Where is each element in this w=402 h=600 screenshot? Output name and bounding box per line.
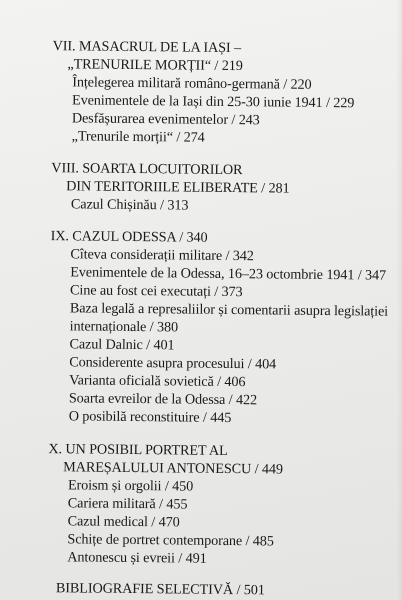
toc-entry: Schițe de portret contemporane / 485: [67, 531, 274, 550]
bibliography-entry: BIBLIOGRAFIE SELECTIVĂ / 501: [55, 580, 265, 599]
page-edge-shadow: [396, 0, 402, 600]
toc-entry: Antonescu și evreii / 491: [67, 549, 207, 567]
toc-entry: Baza legală a represaliilor și comentarii asupra legislației: [69, 300, 389, 320]
chapter-8-heading-cont: DIN TERITORIILE ELIBERATE / 281: [66, 178, 290, 197]
toc-entry: Cazul medical / 470: [67, 513, 180, 531]
toc-entry: Desfășurarea evenimentelor / 243: [71, 110, 260, 129]
toc-entry: Considerente asupra procesului / 404: [69, 354, 277, 373]
toc-entry: O posibilă reconstituire / 445: [68, 408, 232, 427]
chapter-7-heading-cont: „TRENURILE MORȚII“ / 219: [67, 56, 243, 75]
toc-entry: Cariera militară / 455: [67, 495, 188, 513]
chapter-10-heading: X. UN POSIBIL PORTRET AL: [48, 441, 228, 459]
chapter-10-heading-cont: MAREȘALULUI ANTONESCU / 449: [63, 459, 284, 478]
toc-entry: Varianta oficială sovietică / 406: [69, 372, 246, 391]
toc-entry: Cîteva considerații militare / 342: [70, 246, 254, 265]
toc-entry-cont: internaționale / 380: [69, 318, 179, 336]
chapter-8-heading: VIII. SOARTA LOCUITORILOR: [51, 160, 243, 179]
toc-entry: Soarta evreilor de la Odessa / 422: [68, 390, 258, 409]
toc-entry: Evenimentele de la Odessa, 16–23 octombrie 1941 / 347: [70, 264, 387, 284]
toc-entry: Cazul Chișinău / 313: [70, 196, 189, 214]
toc-entry: Cine au fost cei executați / 373: [69, 282, 243, 301]
toc-entry: Cazul Dalnic / 401: [69, 336, 175, 354]
chapter-9-heading: IX. CAZUL ODESSA / 340: [50, 228, 208, 246]
toc-entry: Eroism și orgolii / 450: [67, 477, 194, 495]
toc-entry: Evenimentele de la Iași din 25-30 iunie 1941 / 229: [71, 92, 355, 112]
chapter-7-heading: VII. MASACRUL DE LA IAȘI –: [52, 38, 242, 57]
toc-entry: „Trenurile morții“ / 274: [71, 128, 205, 146]
toc-entry: Înțelegerea militară româno-germană / 220: [72, 74, 312, 93]
